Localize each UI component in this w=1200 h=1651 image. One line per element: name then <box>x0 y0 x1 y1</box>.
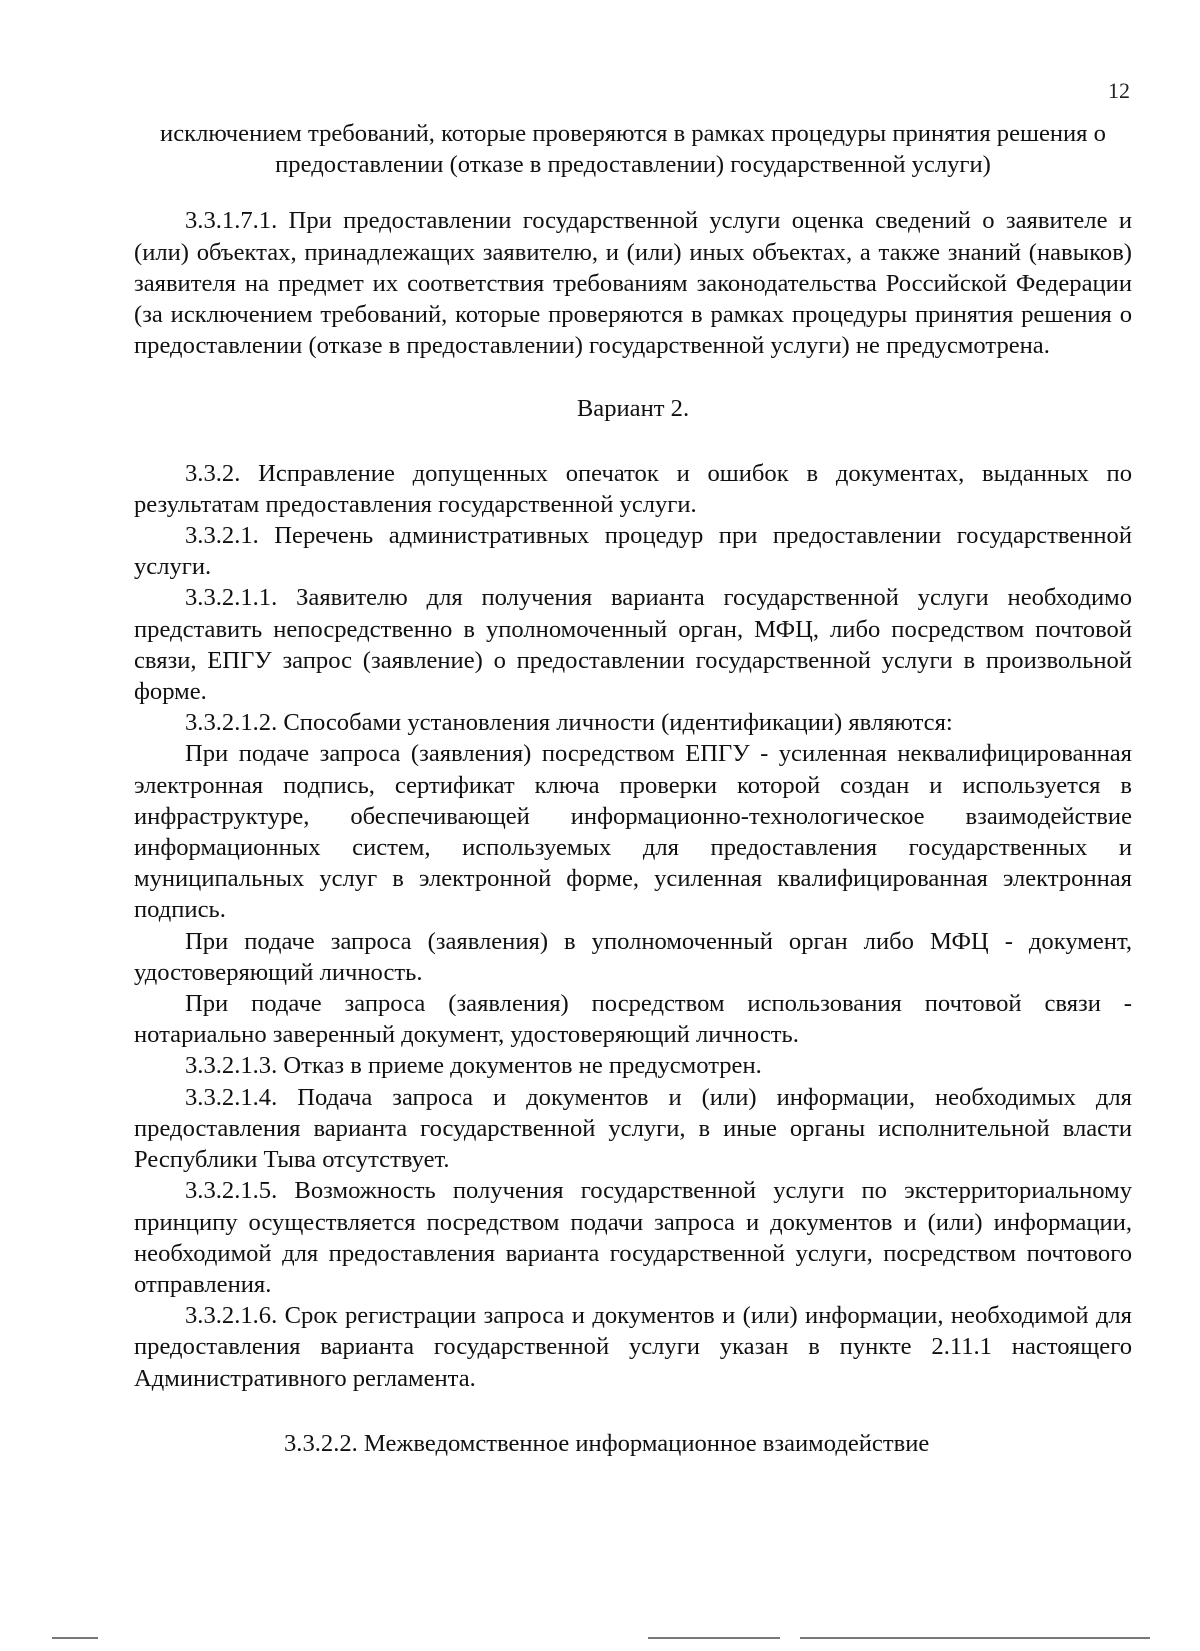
paragraph-postal-identification: При подаче запроса (заявления) посредством использования почтовой связи - нотариально заверенный документ, удостоверяющий личность. <box>134 990 1132 1049</box>
continuation-paragraph: исключением требований, которые проверяются в рамках процедуры принятия решения о предоставлении (отказе в предоставлении) государственной услуги) <box>160 120 1106 179</box>
page-number: 12 <box>1108 78 1130 103</box>
scan-artifact-right <box>648 1637 780 1639</box>
scan-artifact-edge <box>800 1637 1150 1639</box>
paragraph-epgu-identification: При подаче запроса (заявления) посредством ЕПГУ - усиленная неквалифицированная электронная подпись, сертификат ключа проверки которой создан и используется в инфраструктуре, обеспечивающей информационно-технологическое взаимодействие информационных систем, используемых для предоставления государственных и муниципальных услуг в электронной форме, усиленная квалифицированная электронная подпись. <box>134 740 1132 924</box>
document-body <box>134 118 1132 1459</box>
paragraph-3-3-2: 3.3.2. Исправление допущенных опечаток и ошибок в документах, выданных по результатам предоставления государственной услуги. <box>134 459 1132 518</box>
paragraph-3-3-2-1-5: 3.3.2.1.5. Возможность получения государственной услуги по экстерриториальному принципу осуществляется посредством подачи запроса и документов и (или) информации, необходимой для предоставления варианта государственной услуги, посредством почтового отправления. <box>134 1177 1132 1298</box>
paragraph-3-3-2-1-4: 3.3.2.1.4. Подача запроса и документов и (или) информации, необходимых для предоставления варианта государственной услуги, в иные органы исполнительной власти Республики Тыва отсутствует. <box>134 1083 1132 1174</box>
paragraph-3-3-2-1-6: 3.3.2.1.6. Срок регистрации запроса и документов и (или) информации, необходимой для предоставления варианта государственной услуги указан в пункте 2.11.1 настоящего Административного регламента. <box>134 1302 1132 1392</box>
paragraph-mfc-identification: При подаче запроса (заявления) в уполномоченный орган либо МФЦ - документ, удостоверяющий личность. <box>134 927 1132 986</box>
section-heading-variant-2: Вариант 2. <box>576 395 690 423</box>
paragraph-3-3-2-1-1: 3.3.2.1.1. Заявителю для получения варианта государственной услуги необходимо представить непосредственно в уполномоченный орган, МФЦ, либо посредством почтовой связи, ЕПГУ запрос (заявление) о предоставлении государственной услуги в произвольной форме. <box>134 584 1132 706</box>
paragraph-3-3-2-1-2: 3.3.2.1.2. Способами установления личности (идентификации) являются: <box>185 709 953 737</box>
scan-artifact-left <box>52 1637 98 1639</box>
paragraph-3-3-1-7-1: 3.3.1.7.1. При предоставлении государственной услуги оценка сведений о заявителе и (или) объектах, принадлежащих заявителю, и (или) иных объектах, а также знаний (навыков) заявителя на предмет их соответствия требованиям законодательства Российской Федерации (за исключением требований, которые проверяются в рамках процедуры принятия решения о предоставлении (отказе в предоставлении) государственной услуги) не предусмотрена. <box>134 207 1132 360</box>
paragraph-3-3-2-1: 3.3.2.1. Перечень административных процедур при предоставлении государственной услуги. <box>134 522 1132 581</box>
section-heading-3-3-2-2: 3.3.2.2. Межведомственное информационное взаимодействие <box>284 1429 930 1457</box>
paragraph-3-3-2-1-3: 3.3.2.1.3. Отказ в приеме документов не предусмотрен. <box>185 1052 762 1080</box>
